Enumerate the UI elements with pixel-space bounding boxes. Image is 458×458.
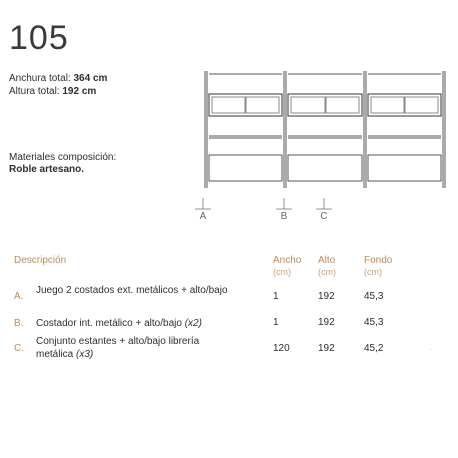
header-alto-label: Alto	[318, 255, 336, 266]
row-c-alto: 192	[318, 343, 335, 354]
row-a-ancho: 1	[273, 291, 279, 302]
row-a-desc-text: Juego 2 costados ext. metálicos + alto/bajo	[36, 285, 228, 296]
row-a-letter: A.	[14, 291, 24, 302]
row-b-qty: (x2)	[184, 318, 202, 329]
row-b-desc-text: Costador int. metálico + alto/bajo	[36, 318, 182, 329]
total-width	[9, 72, 107, 85]
total-height-label: Altura total:	[9, 86, 60, 97]
model-number: 105	[9, 19, 69, 57]
header-fondo-unit: (cm)	[364, 267, 382, 277]
total-width-label: Anchura total:	[9, 73, 71, 84]
header-alto-unit: (cm)	[318, 267, 336, 277]
header-fondo-label: Fondo	[364, 255, 393, 266]
row-b-letter: B.	[14, 318, 24, 329]
header-ancho	[273, 255, 301, 278]
row-c-fondo: 45,2	[364, 343, 384, 354]
diagram-label-c: C	[320, 211, 328, 222]
total-height-value: 192 cm	[62, 86, 97, 97]
lower-box-1	[209, 155, 282, 181]
row-c-letter: C.	[14, 343, 24, 354]
row-a-description	[36, 284, 236, 297]
total-width-value: 364 cm	[73, 73, 108, 84]
row-c-ancho: 120	[273, 343, 290, 354]
lower-box-3	[368, 155, 441, 181]
row-c-desc-text: Conjunto estantes + alto/bajo librería metálica	[36, 336, 200, 360]
stray-dot	[430, 349, 431, 350]
materials-value: Roble artesano.	[9, 164, 85, 175]
row-b-ancho: 1	[273, 317, 279, 328]
header-alto	[318, 255, 336, 278]
header-fondo	[364, 255, 392, 278]
total-height	[9, 85, 96, 98]
row-b-fondo: 45,3	[364, 317, 384, 328]
header-ancho-unit: (cm)	[273, 267, 291, 277]
materials-label: Materiales composición:	[9, 152, 117, 163]
row-b-alto: 192	[318, 317, 335, 328]
row-a-fondo: 45,3	[364, 291, 384, 302]
shelving-diagram	[190, 64, 452, 226]
header-ancho-label: Ancho	[273, 255, 302, 266]
diagram-label-b: B	[280, 211, 288, 222]
row-b-description	[36, 317, 236, 330]
header-description: Descripción	[14, 255, 67, 266]
diagram-label-a: A	[199, 211, 207, 222]
row-c-qty: (x3)	[76, 349, 94, 360]
row-a-alto: 192	[318, 291, 335, 302]
lower-box-2	[288, 155, 362, 181]
row-c-description	[36, 335, 236, 361]
